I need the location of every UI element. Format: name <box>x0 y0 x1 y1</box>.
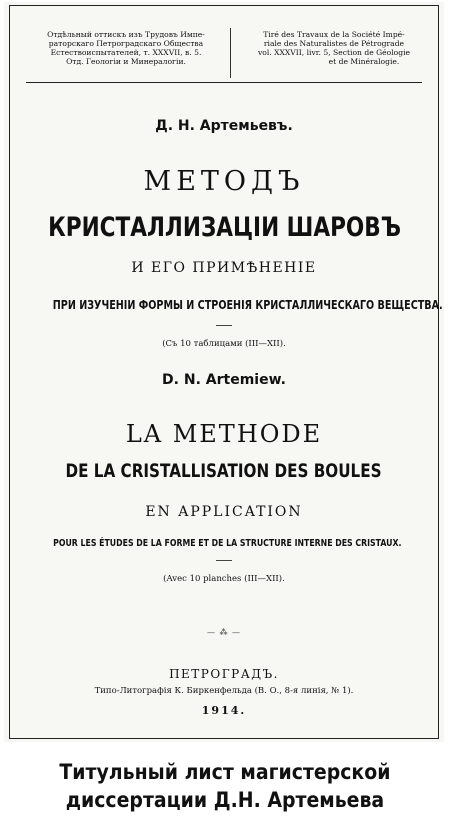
author-french: D. N. Artemiew. <box>162 372 286 388</box>
tables-note-french: (Avec 10 planches (III—XII). <box>163 574 285 584</box>
tables-note-russian: (Съ 10 таблицами (III—XII). <box>162 339 286 349</box>
header-divider <box>230 28 231 78</box>
header-french-line: riale des Naturalistes de Pétrograde <box>263 39 405 48</box>
subtitle-russian: ПРИ ИЗУЧЕНІИ ФОРМЫ И СТРОЕНІЯ КРИСТАЛЛИЧЕСКАГО ВЕЩЕСТВА. <box>52 298 443 312</box>
header-rule <box>26 82 422 83</box>
header-russian <box>26 30 226 66</box>
imprint-year: 1914. <box>201 704 247 717</box>
title-russian-line-1: МЕТОДЪ <box>143 166 305 197</box>
header-french <box>236 30 432 66</box>
title-russian-line-3: И ЕГО ПРИМѢНЕНІЕ <box>131 260 317 276</box>
imprint-printer: Типо-Литографія К. Биркенфельда (В. О., 8-я линія, № 1). <box>94 686 354 696</box>
title-russian-line-2: КРИСТАЛЛИЗАЦІИ ШАРОВЪ <box>48 212 402 243</box>
separator-dash <box>216 325 232 326</box>
title-french-line-1: LA METHODE <box>125 420 323 448</box>
caption-line-2: диссертации Д.Н. Артемьева <box>65 788 385 812</box>
header-russian-line: Отд. Геологіи и Минералогіи. <box>66 57 186 66</box>
title-page-scan <box>4 2 444 742</box>
header-french-line: et de Minéralogie. <box>328 57 400 66</box>
header-french-line: vol. XXXVII, livr. 5, Section de Géologie <box>257 48 411 57</box>
header-russian-line: Естествоиспытателей, т. XXXVII, в. 5. <box>50 48 202 57</box>
header-russian-line: Отдѣльный оттискъ изъ Трудовъ Импе- <box>47 30 205 39</box>
subtitle-french: POUR LES ÉTUDES DE LA FORME ET DE LA STRUCTURE INTERNE DES CRISTAUX. <box>53 538 402 549</box>
imprint-city: ПЕТРОГРАДЪ. <box>169 667 279 681</box>
ornament-divider: — ⁂ — <box>206 628 242 637</box>
header-russian-line: раторскаго Петроградскаго Общества <box>48 39 204 48</box>
caption-line-1: Титульный лист магистерской <box>59 760 391 784</box>
title-french-line-2: DE LA CRISTALLISATION DES BOULES <box>65 460 383 482</box>
separator-dash <box>216 560 232 561</box>
title-french-line-3: EN APPLICATION <box>145 504 303 520</box>
header-french-line: Tiré des Travaux de la Société Impé- <box>263 30 405 39</box>
author-russian: Д. Н. Артемьевъ. <box>155 118 293 134</box>
